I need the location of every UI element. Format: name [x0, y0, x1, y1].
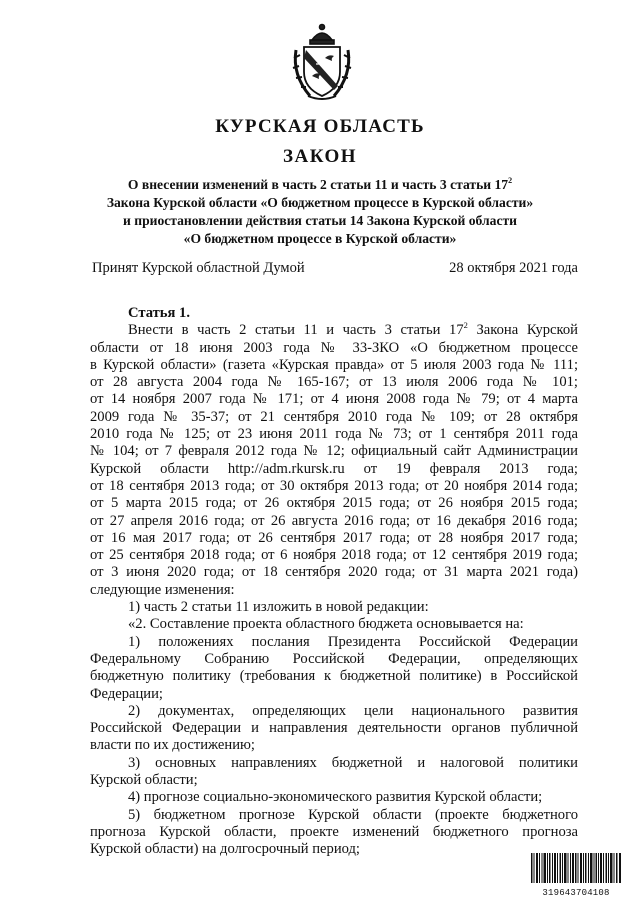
subtitle-line-2: Закона Курской области «О бюджетном процессе в Курской области» [106, 195, 534, 210]
region-title: КУРСКАЯ ОБЛАСТЬ [215, 116, 425, 137]
article-line: 2010 года № 125; от 23 июня 2011 года № 73; от 1 сентября 2011 года [90, 426, 578, 443]
adoption-date: 28 октября 2021 года [449, 260, 578, 276]
clause-5-line: 5) бюджетном прогнозе Курской области (проекте бюджетного [128, 806, 578, 823]
article-line: Курской области http://adm.rkursk.ru от 19 февраля 2013 года; [90, 460, 578, 477]
clause-4-line: 4) прогнозе социально-экономического развития Курской области; [128, 789, 543, 806]
law-subtitle [60, 176, 580, 248]
subtitle-line-3: и приостановлении действия статьи 14 Закона Курской области [123, 213, 517, 228]
article-line: Внести в часть 2 статьи 11 и часть 3 статьи $17^2$ Закона Курской [128, 320, 578, 339]
article-line: от 27 апреля 2016 года; от 26 августа 2016 года; от 16 декабря 2016 года; [90, 512, 578, 529]
clause-5-line: прогноза Курской области, проекте изменений бюджетного прогноза [90, 823, 578, 840]
article-line: от 16 мая 2017 года; от 26 сентября 2017 года; от 28 ноября 2017 года; [90, 529, 578, 546]
article-line: от 28 августа 2004 года № 165-167; от 13 июля 2006 года № 101; [90, 374, 578, 391]
clause-2-line: Российской Федерации и направления деятельности органов публичной [90, 720, 578, 737]
coat-of-arms-emblem [290, 20, 354, 104]
clause-1-line: бюджетную политику (требования к бюджетной политике) в Российской [90, 668, 578, 685]
subtitle-line-4: «О бюджетном процессе в Курской области» [183, 231, 457, 246]
article-line: 2009 года № 35-37; от 21 сентября 2010 года № 109; от 28 октября [90, 408, 578, 425]
adopted-by: Принят Курской областной Думой [92, 260, 305, 276]
item-1: 1) часть 2 статьи 11 изложить в новой редакции: [128, 599, 429, 616]
clause-2-line: власти по их достижению; [90, 737, 255, 754]
clause-1-line: Федерации; [90, 685, 163, 702]
clause-3-line: Курской области; [90, 772, 198, 789]
quote-start: «2. Составление проекта областного бюджета основывается на: [128, 616, 524, 633]
barcode [531, 853, 621, 898]
clause-1-line: Федеральному Собранию Российской Федерации, определяющих [90, 650, 578, 667]
article-heading: Статья 1. [128, 305, 190, 321]
article-body [90, 305, 578, 859]
article-line: от 5 марта 2015 года; от 26 октября 2015 года; от 26 ноября 2015 года; [90, 495, 578, 512]
article-line: от 18 сентября 2013 года; от 30 октября 2013 года; от 20 ноября 2014 года; [90, 477, 578, 494]
clause-3-line: 3) основных направлениях бюджетной и налоговой политики [128, 754, 578, 771]
clause-2-line: 2) документах, определяющих цели национального развития [128, 702, 578, 719]
subtitle-line-1: О внесении изменений в часть 2 статьи 11 и часть 3 статьи $17^2$ [127, 176, 513, 192]
article-line: следующие изменения: [90, 581, 235, 598]
article-line: области от 18 июня 2003 года № 33-ЗКО «О бюджетном процессе [90, 339, 578, 356]
article-line: № 104; от 7 февраля 2012 года № 12; официальный сайт Администрации [90, 443, 578, 460]
barcode-number: 319643704108 [542, 888, 610, 898]
article-line: от 14 ноября 2007 года № 171; от 4 июня 2008 года № 79; от 4 марта [90, 391, 578, 408]
article-line: от 25 сентября 2018 года; от 6 ноября 2018 года; от 12 сентября 2019 года; [90, 547, 578, 564]
article-line: от 3 июня 2020 года; от 18 сентября 2020 года; от 31 марта 2021 года) [90, 564, 578, 581]
article-line: в Курской области» (газета «Курская правда» от 5 июля 2003 года № 111; [90, 356, 578, 373]
document-type-title: ЗАКОН [282, 146, 358, 167]
barcode-bars [531, 853, 621, 883]
clause-1-line: 1) положениях послания Президента Российской Федерации [128, 633, 578, 650]
clause-5-line: Курской области) на долгосрочный период; [90, 841, 360, 858]
